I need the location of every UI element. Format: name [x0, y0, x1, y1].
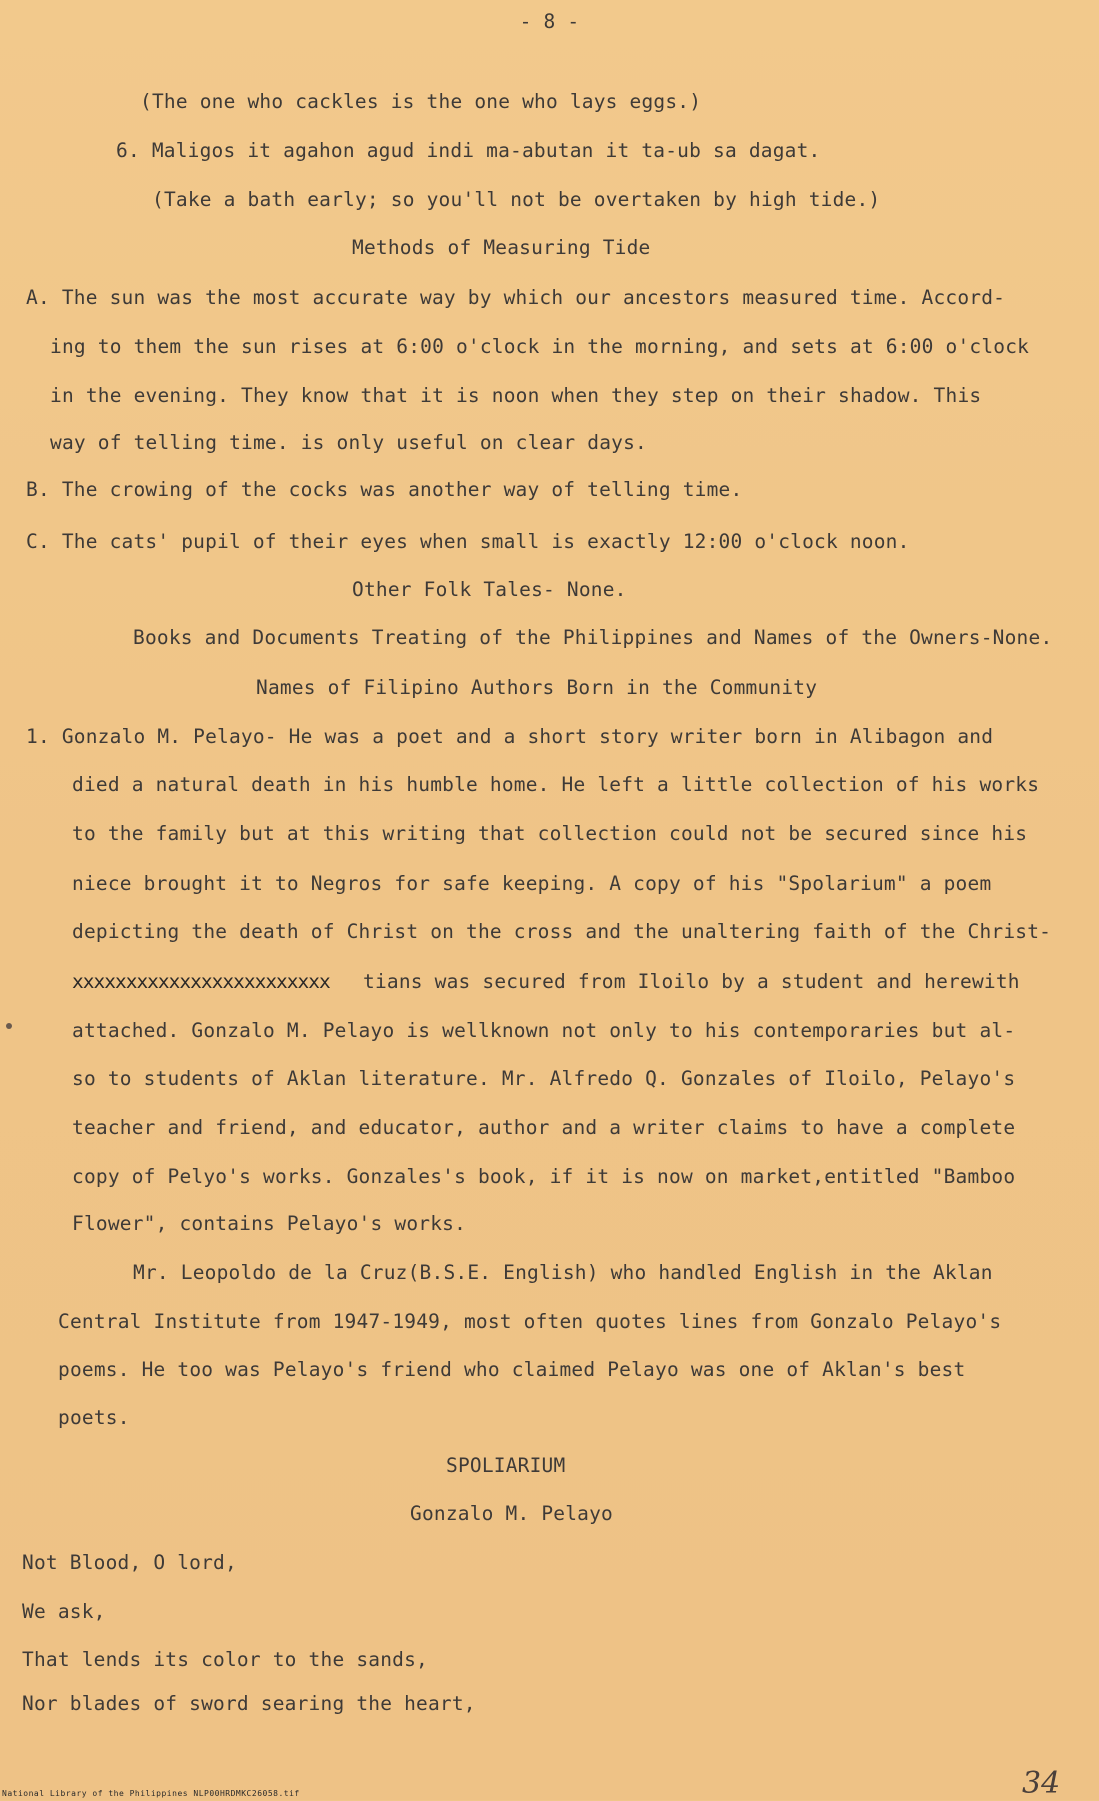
poem-title: SPOLIARIUM: [446, 1454, 566, 1477]
poem-author: Gonzalo M. Pelayo: [410, 1502, 613, 1525]
page-stamp: 34: [1022, 1766, 1061, 1801]
poem-line-4: Nor blades of sword searing the heart,: [22, 1692, 476, 1715]
poem-line-1: Not Blood, O lord,: [22, 1551, 237, 1574]
archive-footer: National Library of the Philippines NLP00HRDMKC26058.tif: [2, 1789, 300, 1798]
author-1-line-1: 1. Gonzalo M. Pelayo- He was a poet and a short story writer born in Alibagon and: [26, 725, 994, 748]
heading-folk-tales: Other Folk Tales- None.: [352, 578, 627, 601]
delacruz-line-3: poems. He too was Pelayo's friend who claimed Pelayo was one of Aklan's best: [58, 1358, 966, 1381]
method-a-line-4: way of telling time. is only useful on clear days.: [50, 431, 647, 454]
author-1-line-5: depicting the death of Christ on the cross and the unaltering faith of the Christ-: [72, 920, 1052, 943]
author-1-line-9: teacher and friend, and educator, author and a writer claims to have a complete: [72, 1116, 1016, 1139]
method-a-line-2: ing to them the sun rises at 6:00 o'clock in the morning, and sets at 6:00 o'clock: [50, 335, 1030, 358]
heading-books-documents: Books and Documents Treating of the Philippines and Names of the Owners-None.: [133, 626, 1053, 649]
author-1-line-3: to the family but at this writing that collection could not be secured since his: [72, 822, 1028, 845]
poem-line-3: That lends its color to the sands,: [22, 1648, 428, 1671]
author-1-line-7: attached. Gonzalo M. Pelayo is wellknown not only to his contemporaries but al-: [72, 1019, 1016, 1042]
heading-measuring-tide: Methods of Measuring Tide: [352, 236, 651, 259]
delacruz-line-2: Central Institute from 1947-1949, most often quotes lines from Gonzalo Pelayo's: [58, 1310, 1002, 1333]
author-1-line-6: tians was secured from Iloilo by a student and herewith: [363, 970, 1020, 993]
proverb-6: 6. Maligos it agahon agud indi ma-abutan it ta-ub sa dagat.: [116, 139, 821, 162]
page-number: - 8 -: [519, 10, 580, 33]
method-c: C. The cats' pupil of their eyes when small is exactly 12:00 o'clock noon.: [26, 530, 910, 553]
method-b: B. The crowing of the cocks was another way of telling time.: [26, 478, 743, 501]
poem-line-2: We ask,: [22, 1600, 106, 1623]
delacruz-line-4: poets.: [58, 1406, 130, 1429]
method-a-line-3: in the evening. They know that it is noon when they step on their shadow. This: [50, 384, 982, 407]
proverb-translation-5: (The one who cackles is the one who lays eggs.): [140, 90, 702, 113]
struck-out-text: xxxxxxxxxxxxxxxxxxxxxxxx: [72, 970, 330, 993]
author-1-line-11: Flower", contains Pelayo's works.: [72, 1212, 467, 1235]
author-1-line-2: died a natural death in his humble home. He left a little collection of his works: [72, 773, 1040, 796]
author-1-line-8: so to students of Aklan literature. Mr. Alfredo Q. Gonzales of Iloilo, Pelayo's: [72, 1067, 1016, 1090]
heading-filipino-authors: Names of Filipino Authors Born in the Community: [256, 676, 818, 699]
delacruz-line-1: Mr. Leopoldo de la Cruz(B.S.E. English) who handled English in the Aklan: [133, 1261, 993, 1284]
method-a-line-1: A. The sun was the most accurate way by which our ancestors measured time. Accord-: [26, 286, 1006, 309]
author-1-line-10: copy of Pelyo's works. Gonzales's book, if it is now on market,entitled "Bamboo: [72, 1165, 1016, 1188]
margin-mark: [6, 1023, 12, 1029]
proverb-translation-6: (Take a bath early; so you'll not be overtaken by high tide.): [152, 188, 881, 211]
author-1-line-4: niece brought it to Negros for safe keeping. A copy of his "Spolarium" a poem: [72, 872, 992, 895]
